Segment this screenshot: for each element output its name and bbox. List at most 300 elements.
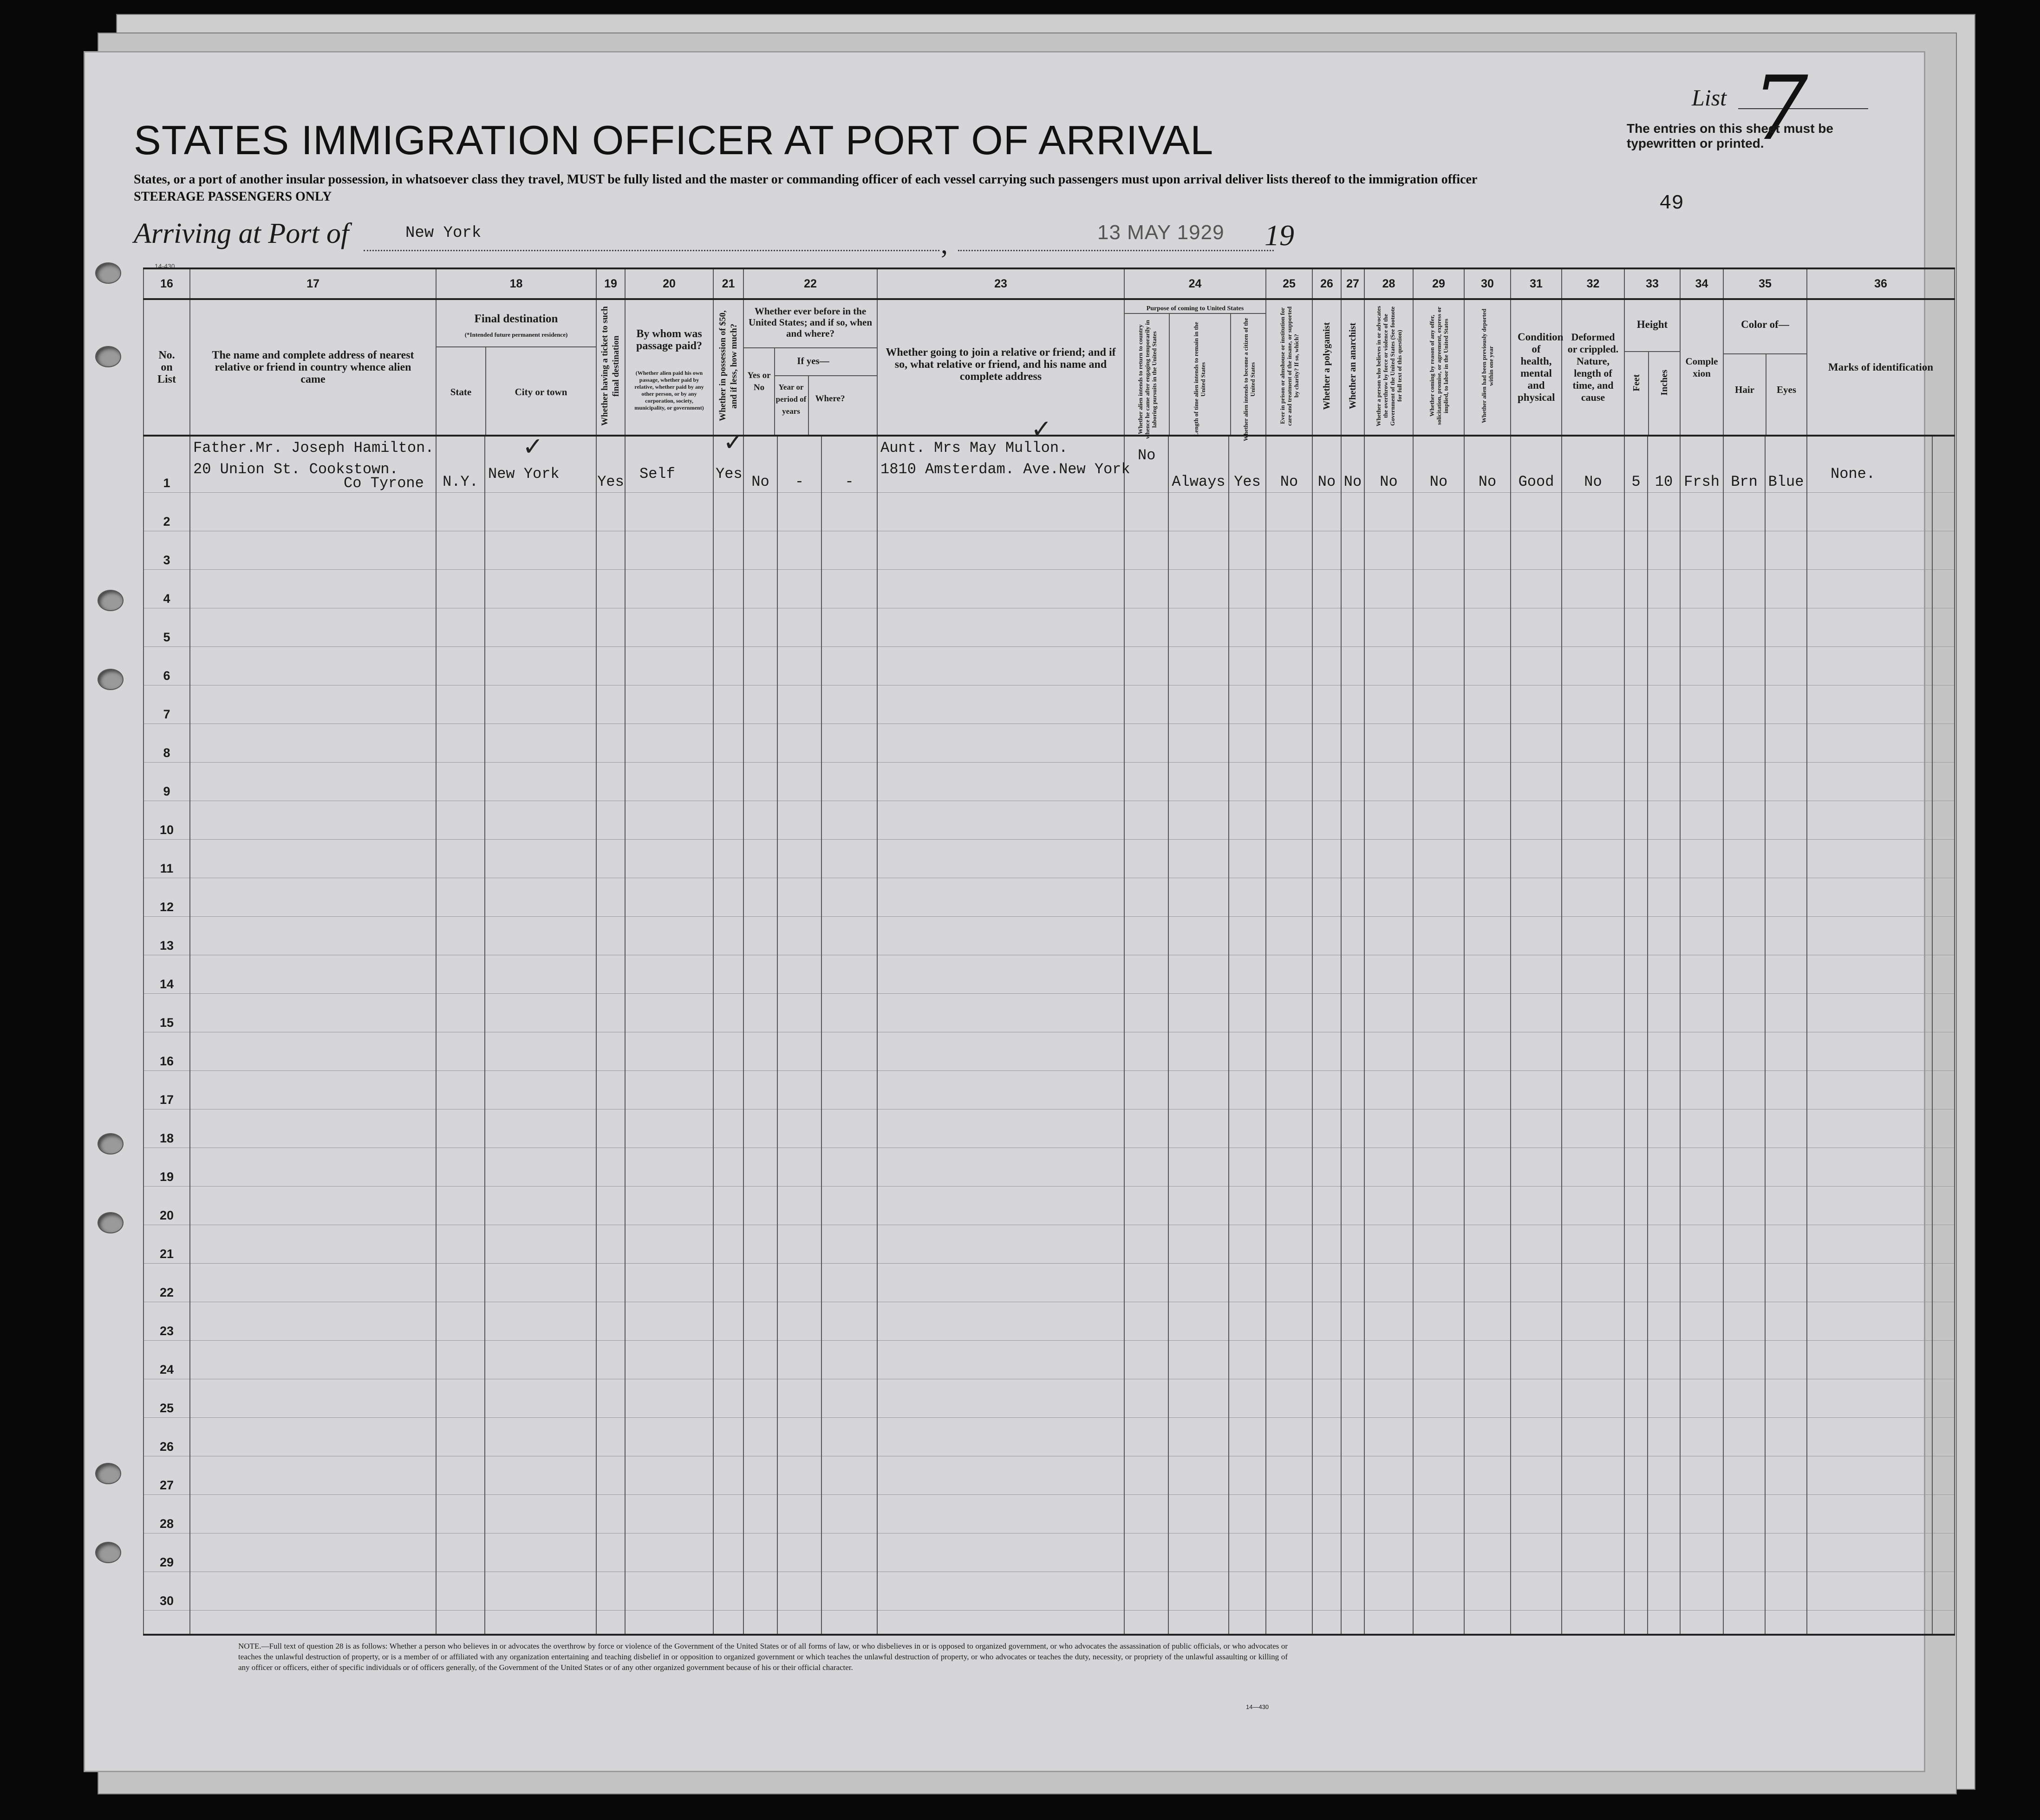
empty-cell bbox=[190, 685, 436, 724]
empty-cell bbox=[743, 878, 777, 917]
row-number: 20 bbox=[143, 1187, 190, 1225]
empty-cell bbox=[713, 1495, 743, 1533]
empty-cell bbox=[1807, 685, 1932, 724]
table-row bbox=[143, 763, 1955, 801]
empty-cell bbox=[1648, 1264, 1680, 1302]
cell-city bbox=[485, 432, 596, 493]
empty-cell bbox=[1723, 840, 1765, 878]
row-number: 25 bbox=[143, 1379, 190, 1418]
port-rule bbox=[364, 250, 939, 251]
empty-cell bbox=[1168, 1032, 1229, 1071]
empty-cell bbox=[190, 1264, 436, 1302]
empty-cell bbox=[1124, 878, 1168, 917]
empty-cell bbox=[1464, 570, 1511, 608]
empty-cell bbox=[877, 763, 1124, 801]
empty-cell bbox=[821, 1071, 877, 1109]
header-passage-paid bbox=[625, 299, 713, 436]
empty-cell bbox=[1680, 1302, 1723, 1341]
empty-cell bbox=[1464, 1032, 1511, 1071]
empty-cell bbox=[1723, 1109, 1765, 1148]
header-city: City or town bbox=[515, 386, 567, 398]
empty-cell bbox=[1266, 917, 1312, 955]
empty-cell bbox=[1680, 608, 1723, 647]
height-inches-wrap bbox=[1648, 370, 1681, 398]
empty-cell bbox=[1341, 685, 1364, 724]
empty-cell bbox=[777, 1187, 821, 1225]
empty-cell bbox=[1168, 493, 1229, 531]
empty-cell bbox=[1464, 1109, 1511, 1148]
empty-cell bbox=[625, 1533, 713, 1572]
empty-cell bbox=[877, 878, 1124, 917]
empty-cell bbox=[485, 1187, 596, 1225]
empty-cell bbox=[436, 1187, 485, 1225]
empty-cell bbox=[1464, 763, 1511, 801]
empty-cell bbox=[436, 1071, 485, 1109]
empty-cell bbox=[485, 801, 596, 840]
empty-cell bbox=[1413, 1379, 1464, 1418]
header-where: Where? bbox=[815, 394, 845, 404]
empty-cell bbox=[1765, 724, 1807, 763]
empty-cell bbox=[1723, 1264, 1765, 1302]
purpose-citizen-wrap bbox=[1232, 317, 1266, 445]
cell-margin bbox=[1932, 436, 1955, 493]
empty-cell bbox=[1624, 1418, 1648, 1456]
colnum-19: 19 bbox=[596, 268, 625, 299]
empty-cell bbox=[1680, 994, 1723, 1032]
column-number-row bbox=[143, 268, 1955, 299]
colnum-33: 33 bbox=[1624, 268, 1680, 299]
empty-cell bbox=[1229, 608, 1266, 647]
empty-cell bbox=[1680, 1264, 1723, 1302]
empty-cell bbox=[485, 840, 596, 878]
empty-cell bbox=[743, 917, 777, 955]
empty-cell bbox=[1511, 531, 1562, 570]
manifest-page bbox=[84, 51, 1934, 1772]
header-height-text: Height bbox=[1636, 319, 1668, 330]
empty-cell bbox=[1266, 493, 1312, 531]
empty-cell bbox=[1932, 608, 1955, 647]
empty-cell bbox=[1364, 1071, 1413, 1109]
empty-cell bbox=[1312, 1341, 1341, 1379]
empty-cell bbox=[436, 1302, 485, 1341]
empty-cell bbox=[436, 994, 485, 1032]
empty-cell bbox=[1723, 801, 1765, 840]
empty-cell bbox=[596, 570, 625, 608]
empty-cell bbox=[596, 1225, 625, 1264]
table-row bbox=[143, 531, 1955, 570]
table-row bbox=[143, 1341, 1955, 1379]
empty-cell bbox=[1413, 1264, 1464, 1302]
empty-cell bbox=[743, 840, 777, 878]
empty-cell bbox=[190, 1187, 436, 1225]
colnum-25: 25 bbox=[1266, 268, 1312, 299]
table-row bbox=[143, 1225, 1955, 1264]
empty-cell bbox=[1765, 994, 1807, 1032]
empty-cell bbox=[485, 1148, 596, 1187]
empty-cell bbox=[1312, 801, 1341, 840]
header-no-on-list bbox=[143, 299, 190, 436]
empty-cell bbox=[1266, 840, 1312, 878]
empty-cell bbox=[1562, 1418, 1624, 1456]
empty-cell bbox=[1312, 1418, 1341, 1456]
table-row bbox=[143, 1572, 1955, 1611]
empty-cell bbox=[1765, 878, 1807, 917]
empty-cell bbox=[821, 1456, 877, 1495]
header-purpose bbox=[1124, 299, 1266, 441]
empty-cell bbox=[1341, 724, 1364, 763]
empty-cell bbox=[1624, 1187, 1648, 1225]
empty-cell bbox=[596, 531, 625, 570]
empty-cell bbox=[485, 1418, 596, 1456]
empty-cell bbox=[1511, 1302, 1562, 1341]
empty-cell bbox=[1624, 608, 1648, 647]
row-number: 3 bbox=[143, 531, 190, 570]
cell-length-stay: Always bbox=[1168, 436, 1229, 493]
empty-cell bbox=[1364, 1032, 1413, 1071]
empty-cell bbox=[1229, 570, 1266, 608]
empty-cell bbox=[743, 763, 777, 801]
before-us-divider bbox=[744, 347, 877, 348]
empty-cell bbox=[743, 608, 777, 647]
empty-cell bbox=[625, 1109, 713, 1148]
header-deformed-text: Deformed or crippled. Nature, length of time, and cause bbox=[1567, 331, 1619, 403]
empty-cell bbox=[625, 801, 713, 840]
empty-cell bbox=[777, 1379, 821, 1418]
empty-cell bbox=[1511, 763, 1562, 801]
empty-cell bbox=[190, 1032, 436, 1071]
empty-cell bbox=[485, 531, 596, 570]
empty-cell bbox=[1168, 1187, 1229, 1225]
empty-cell bbox=[1229, 801, 1266, 840]
empty-cell bbox=[1464, 724, 1511, 763]
empty-cell bbox=[1229, 1148, 1266, 1187]
empty-cell bbox=[190, 1148, 436, 1187]
header-purpose-length: Length of time alien intends to remain in the United States bbox=[1193, 322, 1206, 437]
empty-cell bbox=[1464, 955, 1511, 994]
empty-cell bbox=[596, 955, 625, 994]
empty-cell bbox=[713, 1379, 743, 1418]
empty-cell bbox=[1464, 1533, 1511, 1572]
empty-cell bbox=[1932, 1032, 1955, 1071]
empty-cell bbox=[436, 724, 485, 763]
empty-cell bbox=[1648, 1572, 1680, 1611]
empty-cell bbox=[777, 955, 821, 994]
empty-cell bbox=[1312, 840, 1341, 878]
header-relative-address bbox=[190, 299, 436, 436]
empty-cell bbox=[743, 685, 777, 724]
empty-cell bbox=[743, 531, 777, 570]
empty-cell bbox=[1124, 1187, 1168, 1225]
empty-cell bbox=[1562, 493, 1624, 531]
empty-cell bbox=[1364, 1109, 1413, 1148]
empty-cell bbox=[1723, 608, 1765, 647]
empty-cell bbox=[1765, 1379, 1807, 1418]
empty-cell bbox=[1312, 994, 1341, 1032]
passenger-class: STEERAGE PASSENGERS ONLY bbox=[134, 189, 332, 204]
cell-return-temp bbox=[1124, 436, 1168, 493]
empty-cell bbox=[1624, 1071, 1648, 1109]
empty-cell bbox=[485, 1264, 596, 1302]
empty-cell bbox=[625, 1071, 713, 1109]
final-destination-label: Final destination bbox=[474, 313, 558, 325]
empty-cell bbox=[436, 878, 485, 917]
empty-cell bbox=[1229, 955, 1266, 994]
empty-cell bbox=[1680, 1187, 1723, 1225]
empty-cell bbox=[485, 994, 596, 1032]
empty-cell bbox=[1312, 1533, 1341, 1572]
empty-cell bbox=[1364, 531, 1413, 570]
empty-cell bbox=[1932, 840, 1955, 878]
empty-cell bbox=[1312, 878, 1341, 917]
empty-cell bbox=[1680, 1456, 1723, 1495]
empty-cell bbox=[1312, 647, 1341, 685]
height-divider bbox=[1625, 351, 1680, 352]
empty-cell bbox=[1413, 1302, 1464, 1341]
empty-cell bbox=[1229, 1225, 1266, 1264]
empty-cell bbox=[485, 1533, 596, 1572]
empty-cell bbox=[1168, 608, 1229, 647]
empty-cell bbox=[1312, 724, 1341, 763]
empty-cell bbox=[743, 1495, 777, 1533]
empty-cell bbox=[1807, 1572, 1932, 1611]
empty-cell bbox=[1807, 1032, 1932, 1071]
empty-cell bbox=[1124, 608, 1168, 647]
empty-cell bbox=[625, 1148, 713, 1187]
empty-cell bbox=[1413, 1148, 1464, 1187]
empty-cell bbox=[436, 493, 485, 531]
empty-cell bbox=[713, 1572, 743, 1611]
marks-value: None. bbox=[1831, 465, 1876, 483]
empty-cell bbox=[1312, 955, 1341, 994]
empty-cell bbox=[1562, 840, 1624, 878]
header-offer-labor-text: Whether coming by reason of any offer, solicitation, promise, or agreement, express or implied, to labor in the United States bbox=[1428, 307, 1449, 425]
binder-hole-icon bbox=[95, 346, 121, 367]
empty-cell bbox=[1807, 1302, 1932, 1341]
empty-cell bbox=[821, 1572, 877, 1611]
empty-cell bbox=[1364, 1225, 1413, 1264]
empty-cell bbox=[1168, 1264, 1229, 1302]
empty-cell bbox=[1624, 1533, 1648, 1572]
empty-cell bbox=[436, 763, 485, 801]
cell-prison: No bbox=[1266, 436, 1312, 493]
cell-before-years: - bbox=[777, 436, 821, 493]
empty-cell bbox=[713, 493, 743, 531]
empty-cell bbox=[1229, 1456, 1266, 1495]
empty-cell bbox=[1464, 1187, 1511, 1225]
empty-cell bbox=[877, 493, 1124, 531]
binder-hole-icon bbox=[98, 1212, 124, 1233]
empty-cell bbox=[1648, 1187, 1680, 1225]
empty-cell bbox=[1124, 955, 1168, 994]
empty-cell bbox=[877, 1456, 1124, 1495]
empty-cell bbox=[436, 1533, 485, 1572]
table-row bbox=[143, 955, 1955, 994]
empty-cell bbox=[821, 878, 877, 917]
empty-cell bbox=[485, 724, 596, 763]
empty-cell bbox=[1464, 1264, 1511, 1302]
page-subtitle: States, or a port of another insular possession, in whatsoever class they travel, MUST be fully listed and the master or commanding officer of each vessel carrying such passengers must upon arrival deliver lists thereof to the immigration officer bbox=[134, 172, 1478, 187]
empty-cell bbox=[1413, 1341, 1464, 1379]
empty-cell bbox=[190, 801, 436, 840]
empty-cell bbox=[1723, 1148, 1765, 1187]
empty-cell bbox=[877, 1148, 1124, 1187]
empty-cell bbox=[777, 1495, 821, 1533]
empty-cell bbox=[877, 1187, 1124, 1225]
colnum-30: 30 bbox=[1464, 268, 1511, 299]
empty-cell bbox=[1932, 917, 1955, 955]
purpose-split-1 bbox=[1169, 313, 1170, 435]
empty-cell bbox=[1765, 1187, 1807, 1225]
empty-cell bbox=[596, 493, 625, 531]
empty-cell bbox=[1229, 763, 1266, 801]
empty-cell bbox=[743, 1533, 777, 1572]
table-row bbox=[143, 1109, 1955, 1148]
empty-cell bbox=[485, 1456, 596, 1495]
empty-cell bbox=[1562, 608, 1624, 647]
empty-cell bbox=[1765, 531, 1807, 570]
table-row bbox=[143, 1379, 1955, 1418]
empty-cell bbox=[1341, 994, 1364, 1032]
empty-cell bbox=[485, 608, 596, 647]
empty-cell bbox=[625, 1032, 713, 1071]
empty-cell bbox=[596, 994, 625, 1032]
empty-cell bbox=[877, 1341, 1124, 1379]
empty-cell bbox=[777, 878, 821, 917]
empty-cell bbox=[1807, 801, 1932, 840]
empty-cell bbox=[1413, 1533, 1464, 1572]
table-row bbox=[143, 608, 1955, 647]
header-feet: Feet bbox=[1631, 374, 1642, 391]
header-hair: Hair bbox=[1735, 384, 1754, 395]
empty-cell bbox=[625, 608, 713, 647]
empty-cell bbox=[1464, 1148, 1511, 1187]
empty-cell bbox=[1511, 1379, 1562, 1418]
empty-cell bbox=[1765, 1264, 1807, 1302]
empty-cell bbox=[485, 1225, 596, 1264]
header-color-text: Color of— bbox=[1741, 319, 1789, 330]
empty-cell bbox=[1168, 1495, 1229, 1533]
empty-cell bbox=[777, 1032, 821, 1071]
empty-cell bbox=[625, 994, 713, 1032]
empty-cell bbox=[1168, 685, 1229, 724]
return-temp-value: No bbox=[1138, 447, 1156, 464]
empty-cell bbox=[713, 1225, 743, 1264]
empty-cell bbox=[596, 1264, 625, 1302]
purpose-divider bbox=[1125, 313, 1265, 314]
empty-cell bbox=[821, 685, 877, 724]
empty-cell bbox=[1680, 1109, 1723, 1148]
header-before-us bbox=[743, 299, 877, 436]
empty-cell bbox=[1364, 1456, 1413, 1495]
arriving-label: Arriving at Port of bbox=[134, 218, 349, 249]
empty-cell bbox=[190, 724, 436, 763]
empty-cell bbox=[1168, 763, 1229, 801]
empty-cell bbox=[596, 1148, 625, 1187]
empty-cell bbox=[436, 1341, 485, 1379]
page-number: 49 bbox=[1659, 192, 1684, 215]
empty-cell bbox=[1364, 1264, 1413, 1302]
table-row bbox=[143, 570, 1955, 608]
empty-cell bbox=[877, 1109, 1124, 1148]
row-number: 2 bbox=[143, 493, 190, 531]
empty-cell bbox=[1511, 570, 1562, 608]
empty-cell bbox=[1266, 724, 1312, 763]
empty-cell bbox=[1364, 917, 1413, 955]
empty-cell bbox=[1511, 1109, 1562, 1148]
empty-cell bbox=[1511, 608, 1562, 647]
colnum-31: 31 bbox=[1511, 268, 1562, 299]
empty-cell bbox=[821, 763, 877, 801]
header-polygamist-text: Whether a polygamist bbox=[1322, 322, 1332, 410]
colnum-17: 17 bbox=[190, 268, 436, 299]
empty-cell bbox=[1723, 1071, 1765, 1109]
empty-cell bbox=[1932, 1379, 1955, 1418]
empty-cell bbox=[1168, 878, 1229, 917]
empty-cell bbox=[713, 1148, 743, 1187]
empty-cell bbox=[1229, 1071, 1266, 1109]
empty-cell bbox=[1464, 685, 1511, 724]
empty-cell bbox=[1648, 608, 1680, 647]
colnum-35: 35 bbox=[1723, 268, 1807, 299]
empty-cell bbox=[1464, 1302, 1511, 1341]
table-row bbox=[143, 493, 1955, 531]
empty-cell bbox=[1312, 1302, 1341, 1341]
empty-cell bbox=[1464, 493, 1511, 531]
empty-cell bbox=[1932, 1533, 1955, 1572]
table-row bbox=[143, 1071, 1955, 1109]
empty-cell bbox=[1723, 1379, 1765, 1418]
empty-cell bbox=[1229, 685, 1266, 724]
empty-cell bbox=[1511, 1495, 1562, 1533]
empty-cell bbox=[777, 570, 821, 608]
empty-cell bbox=[436, 1379, 485, 1418]
row-number: 8 bbox=[143, 724, 190, 763]
cell-eyes: Blue bbox=[1765, 436, 1807, 493]
colnum-23: 23 bbox=[877, 268, 1124, 299]
empty-cell bbox=[1511, 994, 1562, 1032]
empty-cell bbox=[1341, 840, 1364, 878]
empty-cell bbox=[1932, 531, 1955, 570]
empty-cell bbox=[190, 1379, 436, 1418]
empty-cell bbox=[877, 801, 1124, 840]
empty-cell bbox=[1765, 647, 1807, 685]
empty-cell bbox=[1341, 1572, 1364, 1611]
row-number: 1 bbox=[143, 436, 190, 493]
header-if-yes: If yes— bbox=[797, 355, 829, 366]
empty-cell bbox=[1807, 1418, 1932, 1456]
empty-cell bbox=[1562, 647, 1624, 685]
empty-cell bbox=[1680, 1148, 1723, 1187]
empty-cell bbox=[1364, 955, 1413, 994]
check-mark-icon: ✓ bbox=[1031, 414, 1052, 444]
empty-cell bbox=[821, 647, 877, 685]
table-row bbox=[143, 994, 1955, 1032]
empty-cell bbox=[1562, 955, 1624, 994]
empty-cell bbox=[877, 1533, 1124, 1572]
empty-cell bbox=[190, 1456, 436, 1495]
empty-cell bbox=[436, 570, 485, 608]
empty-cell bbox=[1341, 955, 1364, 994]
empty-cell bbox=[1312, 1187, 1341, 1225]
empty-cell bbox=[877, 1495, 1124, 1533]
empty-cell bbox=[821, 994, 877, 1032]
empty-cell bbox=[777, 840, 821, 878]
empty-cell bbox=[1229, 840, 1266, 878]
empty-cell bbox=[1229, 1264, 1266, 1302]
empty-cell bbox=[1341, 608, 1364, 647]
header-purpose-citizen: Whether alien intends to become a citizen of the United States bbox=[1242, 318, 1256, 441]
empty-cell bbox=[1266, 685, 1312, 724]
